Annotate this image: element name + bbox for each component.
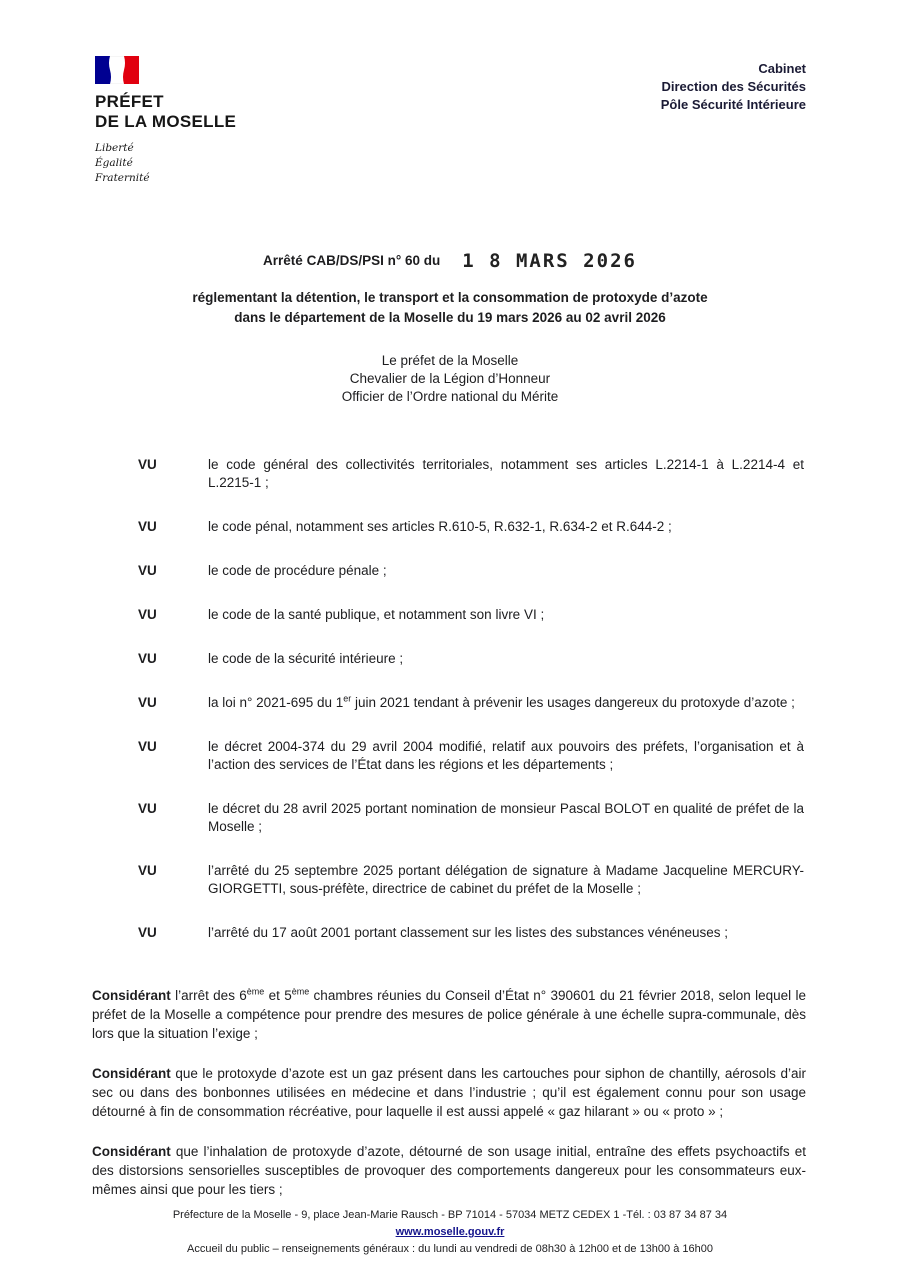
prefecture-website-link: www.moselle.gouv.fr	[395, 1226, 505, 1238]
vu-list	[138, 456, 804, 942]
vu-item	[138, 800, 804, 836]
prefecture-logo	[95, 56, 325, 186]
vu-item-text: le code de procédure pénale ;	[208, 563, 387, 578]
decree-subject-line2: dans le département de la Moselle du 19 mars 2026 au 02 avril 2026	[234, 310, 666, 325]
issuing-service	[661, 56, 806, 114]
considerant-list	[92, 986, 806, 1199]
agency-name-line2: DE LA MOSELLE	[95, 112, 237, 131]
vu-item-label: VU	[138, 519, 157, 534]
vu-item-label: VU	[138, 651, 157, 666]
considerant-label: Considérant	[92, 1144, 171, 1159]
issuer-titles	[0, 352, 900, 406]
footer-opening-hours: Accueil du public – renseignements généraux : du lundi au vendredi de 08h30 à 12h00 et de 13h00 à 16h00	[187, 1243, 713, 1255]
document-footer	[0, 1207, 900, 1258]
decree-subject	[120, 288, 780, 328]
date-stamp: 1 8 MARS 2026	[462, 250, 637, 272]
considerant-label: Considérant	[92, 1066, 171, 1081]
vu-item	[138, 518, 804, 536]
document-header	[0, 0, 900, 186]
issuer-line3: Officier de l’Ordre national du Mérite	[341, 389, 559, 404]
service-line-direction: Direction des Sécurités	[661, 79, 806, 94]
vu-item-text: le code pénal, notamment ses articles R.610-5, R.632-1, R.634-2 et R.644-2 ;	[208, 519, 672, 534]
vu-item-label: VU	[138, 801, 157, 816]
french-flag-icon	[95, 56, 139, 84]
vu-item-text: le décret 2004-374 du 29 avril 2004 modifié, relatif aux pouvoirs des préfets, l’organisation et à l’action des services de l’État dans les régions et les départements ;	[208, 739, 804, 772]
vu-item	[138, 738, 804, 774]
vu-item-label: VU	[138, 563, 157, 578]
considerant-text: que le protoxyde d’azote est un gaz présent dans les cartouches pour siphon de chantilly, aérosols d’air sec ou dans des bonbonnes utilisées en médecine et dans l’industrie ; qu’il est également connu pour son usage détourné à fin de consommation récréative, pour laquelle il est aussi appelé « gaz hilarant » ou « proto » ;	[92, 1066, 806, 1119]
agency-name-line1: PRÉFET	[95, 92, 164, 111]
motto-liberte: Liberté	[95, 142, 134, 154]
vu-item	[138, 650, 804, 668]
vu-item	[138, 862, 804, 898]
vu-item-text: la loi n° 2021-695 du 1er juin 2021 tendant à prévenir les usages dangereux du protoxyde d’azote ;	[208, 693, 795, 710]
vu-item	[138, 694, 804, 712]
issuer-line2: Chevalier de la Légion d’Honneur	[349, 371, 551, 386]
issuer-line1: Le préfet de la Moselle	[381, 353, 519, 368]
considerant-paragraph	[92, 1142, 806, 1199]
vu-item	[138, 562, 804, 580]
considerant-label: Considérant	[92, 988, 171, 1003]
considerant-text: que l’inhalation de protoxyde d’azote, détourné de son usage initial, entraîne des effets psychoactifs et des distorsions sensorielles susceptibles de provoquer des comportements dangereux pour les consommateurs eux-mêmes ainsi que pour les tiers ;	[92, 1144, 806, 1197]
vu-item-label: VU	[138, 863, 157, 878]
considerant-paragraph	[92, 1064, 806, 1121]
decree-reference-line	[0, 250, 900, 272]
vu-item-text: l’arrêté du 17 août 2001 portant classement sur les listes des substances vénéneuses ;	[208, 925, 729, 940]
vu-item-label: VU	[138, 695, 157, 710]
agency-name	[95, 92, 325, 132]
vu-item-text: le code de la sécurité intérieure ;	[208, 651, 404, 666]
service-line-pole: Pôle Sécurité Intérieure	[660, 97, 806, 112]
footer-address-line: Préfecture de la Moselle - 9, place Jean-Marie Rausch - BP 71014 - 57034 METZ CEDEX 1 -Tél. : 03 87 34 87 34	[172, 1209, 728, 1221]
considerant-text: l’arrêt des 6ème et 5ème chambres réunies du Conseil d’État n° 390601 du 21 février 2018, selon lequel le préfet de la Moselle a compétence pour prendre des mesures de police générale à une échelle supra-communale, dès lors que la situation l’exige ;	[92, 986, 806, 1041]
vu-item-label: VU	[138, 457, 157, 472]
vu-item-label: VU	[138, 739, 157, 754]
vu-item-label: VU	[138, 607, 157, 622]
vu-item-text: le code de la santé publique, et notamment son livre VI ;	[208, 607, 545, 622]
motto-egalite: Égalité	[95, 157, 133, 169]
considerant-paragraph	[92, 986, 806, 1043]
vu-item-text: le décret du 28 avril 2025 portant nomination de monsieur Pascal BOLOT en qualité de préfet de la Moselle ;	[208, 801, 804, 834]
vu-item-label: VU	[138, 925, 157, 940]
vu-item	[138, 606, 804, 624]
motto-fraternite: Fraternité	[95, 172, 150, 184]
vu-item-text: le code général des collectivités territoriales, notamment ses articles L.2214-1 à L.2214-4 et L.2215-1 ;	[208, 457, 804, 490]
vu-item-text: l’arrêté du 25 septembre 2025 portant délégation de signature à Madame Jacqueline MERCURY-GIORGETTI, sous-préfète, directrice de cabinet du préfet de la Moselle ;	[208, 863, 804, 896]
vu-item	[138, 924, 804, 942]
service-line-cabinet: Cabinet	[758, 61, 806, 76]
decree-subject-line1: réglementant la détention, le transport et la consommation de protoxyde d’azote	[192, 290, 708, 305]
republic-motto	[95, 141, 325, 186]
vu-item	[138, 456, 804, 492]
decree-number: Arrêté CAB/DS/PSI n° 60 du	[263, 253, 441, 268]
